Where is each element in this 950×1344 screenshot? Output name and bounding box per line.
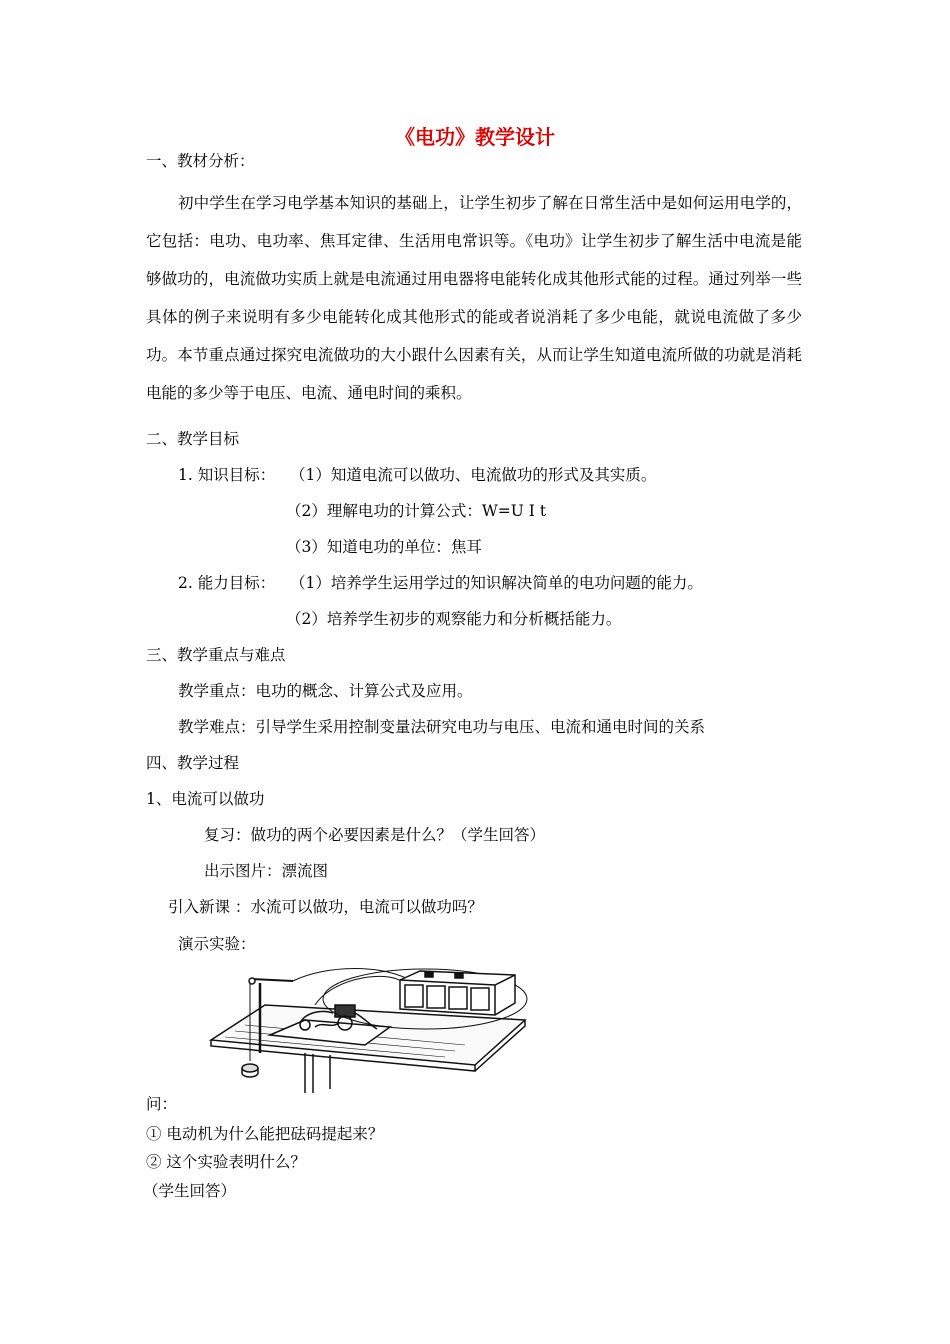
show-picture-text: 出示图片：漂流图	[204, 862, 329, 880]
review-text: 复习：做功的两个必要因素是什么？（学生回答）	[204, 826, 546, 844]
section-heading-goals: 二、教学目标	[146, 430, 240, 448]
analysis-paragraph: 初中学生在学习电学基本知识的基础上，让学生初步了解在日常生活中是如何运用电学的，它包括：电功、电功率、焦耳定律、生活用电常识等。《电功》让学生初步了解生活中电流是能够做功的，电流做功实质上就是电流通过用电器将电能转化成其他形式能的过程。通过列举一些具体的例子来说明有多少电能转化成其他形式的能或者说消耗了多少电能，就说电流做了多少功。本节重点通过探究电流做功的大小跟什么因素有关，从而让学生知道电流所做的功就是消耗电能的多少等于电压、电流、通电时间的乘积。	[146, 194, 802, 402]
goal1-item2: （2）理解电功的计算公式：W=U I t	[286, 502, 547, 520]
question-label: 问：	[146, 1095, 178, 1113]
student-answer-note: （学生回答）	[143, 1182, 237, 1200]
section-heading-analysis: 一、教材分析：	[146, 152, 255, 170]
step1-heading: 1、电流可以做功	[146, 790, 265, 808]
demo-label: 演示实验：	[178, 935, 256, 953]
motor-experiment-figure	[205, 965, 530, 1095]
goal2-label: 2. 能力目标：	[178, 574, 276, 592]
difficulty-text: 教学难点：引导学生采用控制变量法研究电功与电压、电流和通电时间的关系	[178, 718, 706, 736]
section-heading-process: 四、教学过程	[146, 754, 240, 772]
key-point-text: 教学重点：电功的概念、计算公式及应用。	[178, 682, 473, 700]
goal1-label: 1. 知识目标：	[178, 466, 276, 484]
intro-text: 引入新课 ：水流可以做功，电流可以做功吗？	[168, 898, 483, 916]
goal2-item2: （2）培养学生初步的观察能力和分析概括能力。	[286, 610, 622, 628]
goal1-item1: （1）知道电流可以做功、电流做功的形式及其实质。	[290, 466, 657, 484]
section-heading-key-points: 三、教学重点与难点	[146, 646, 286, 664]
question-2: ② 这个实验表明什么？	[146, 1153, 306, 1171]
goal2-item1: （1）培养学生运用学过的知识解决简单的电功问题的能力。	[290, 574, 703, 592]
goal1-item3: （3）知道电功的单位：焦耳	[286, 538, 482, 556]
question-1: ① 电动机为什么能把砝码提起来？	[146, 1125, 384, 1143]
page-title: 《电功》教学设计	[395, 125, 555, 149]
